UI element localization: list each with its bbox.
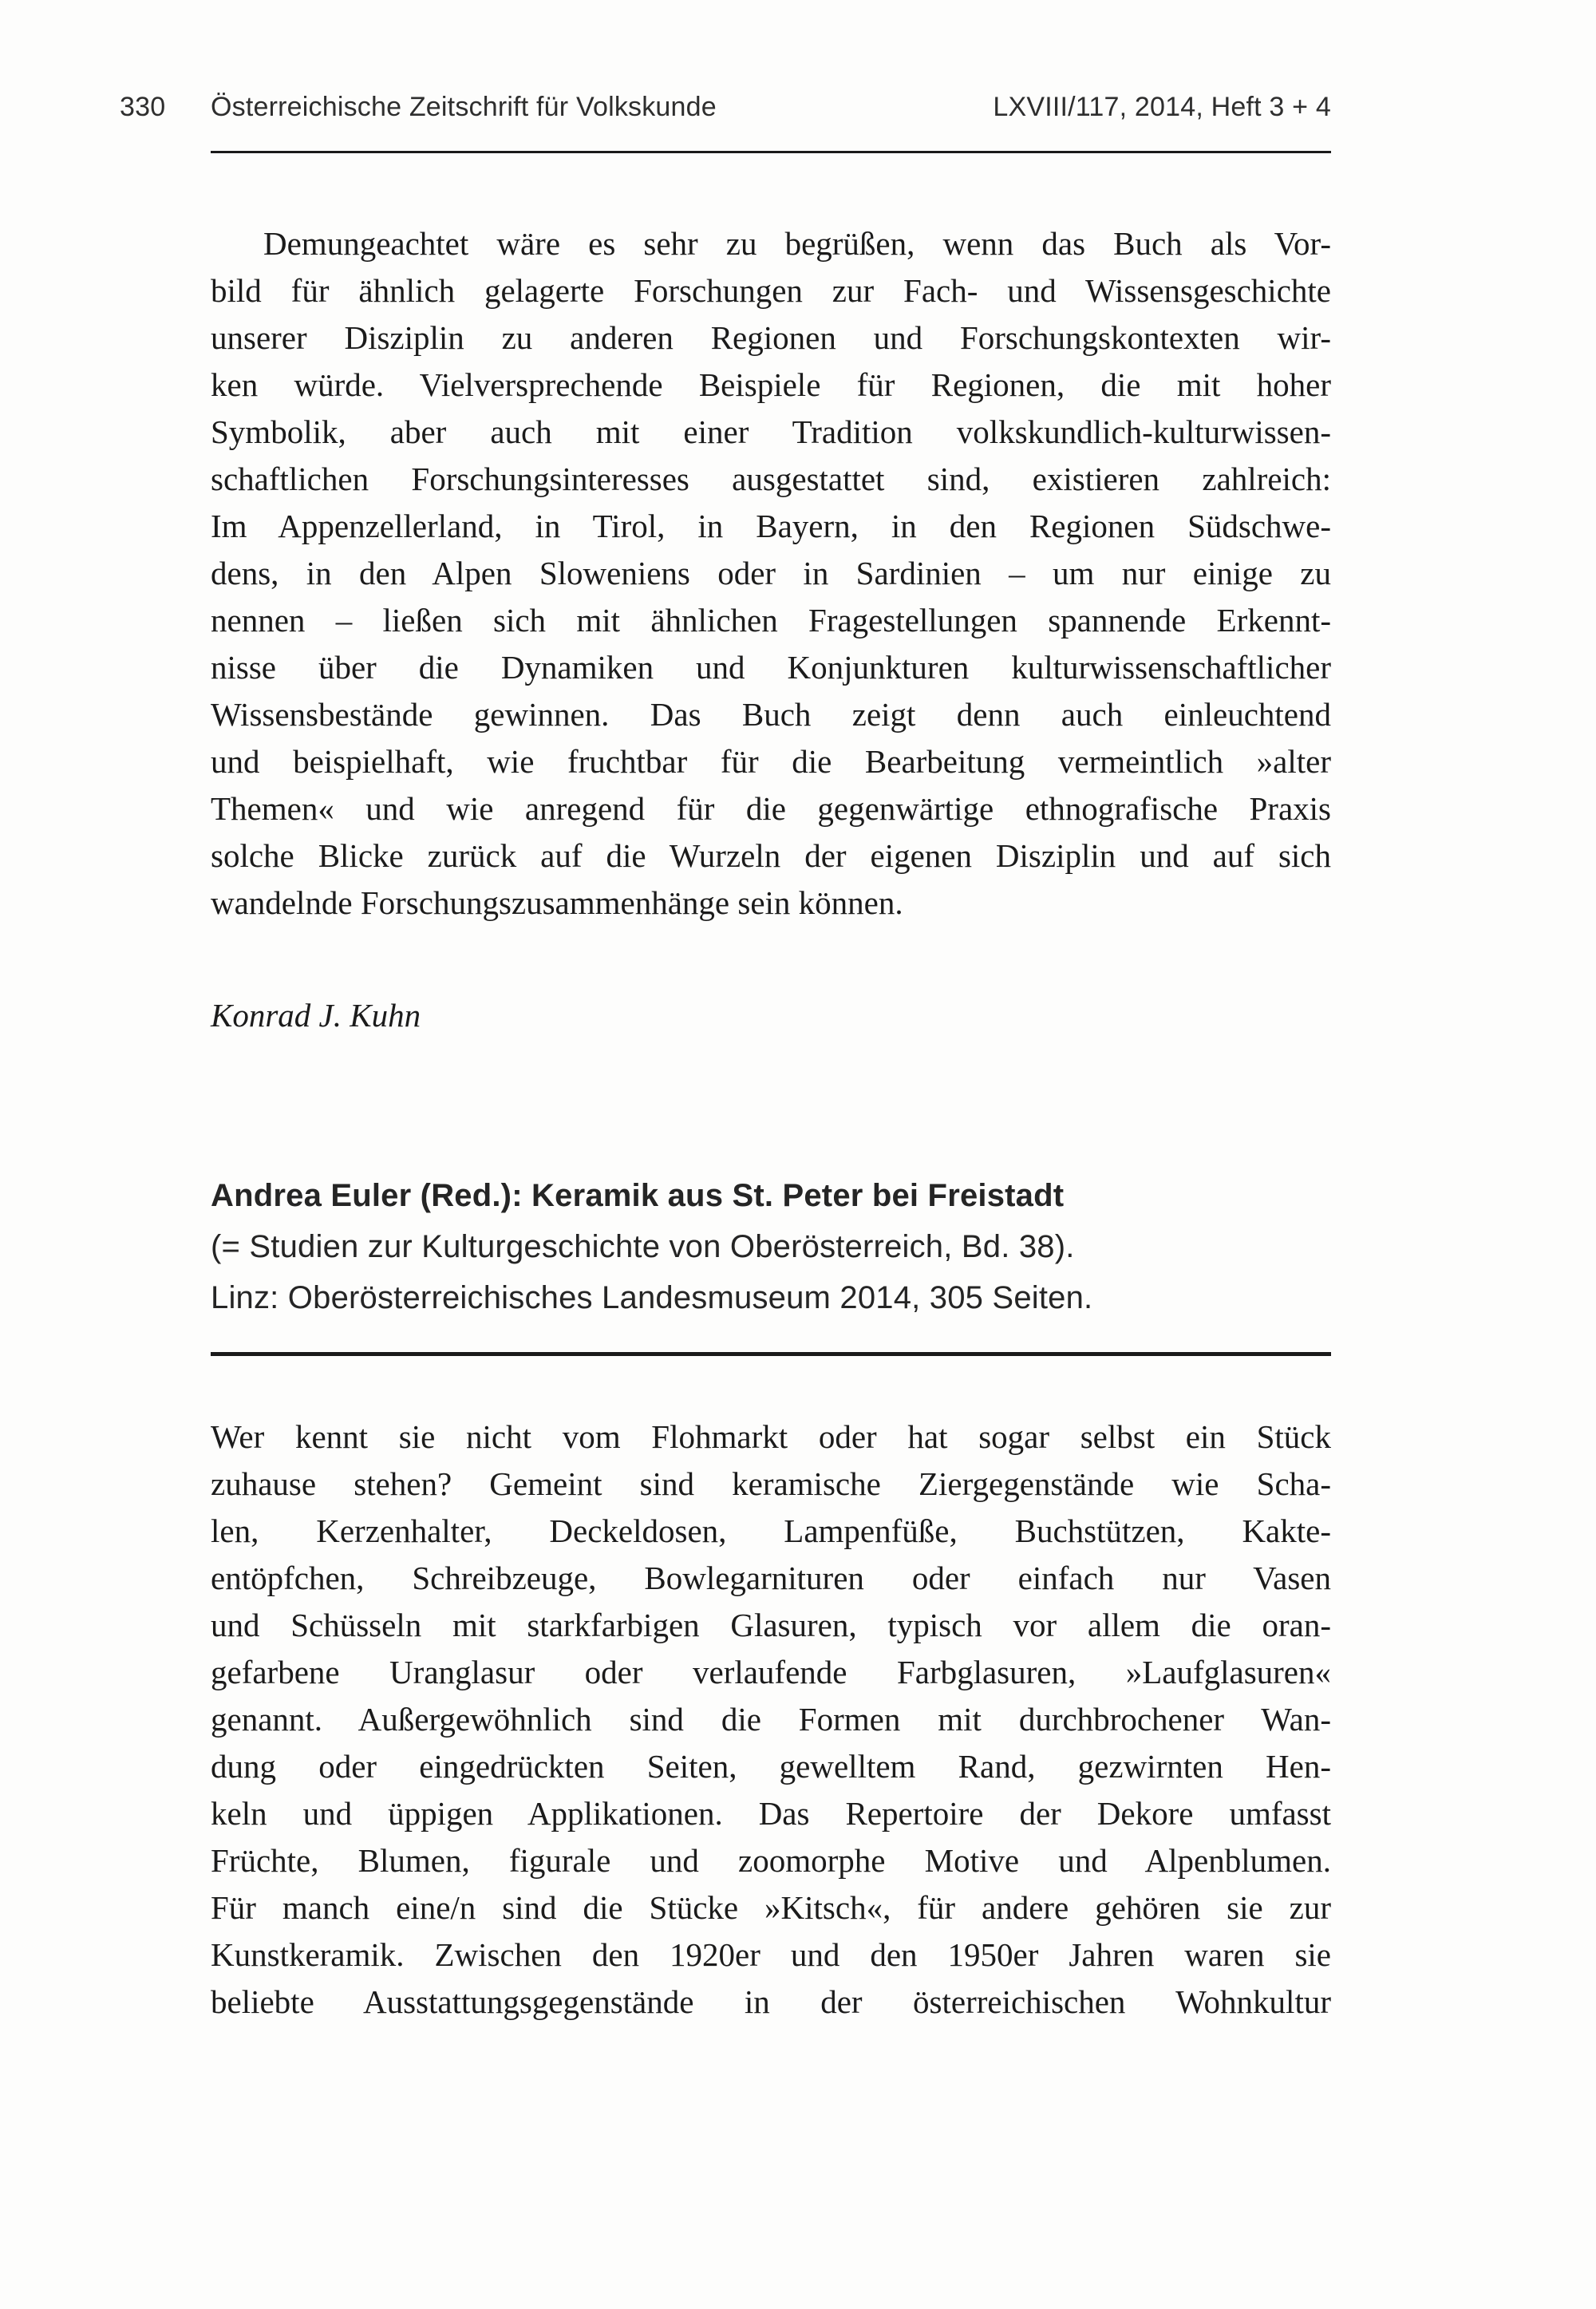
text-line: Themen« und wie anregend für die gegenwärtige ethnografische Praxis [211,790,1331,827]
text-line: entöpfchen, Schreibzeuge, Bowlegarnituren oder einfach nur Vasen [211,1560,1331,1596]
review-opening-paragraph [211,1413,1331,2026]
text-line: nisse über die Dynamiken und Konjunkturen kulturwissenschaftlicher [211,649,1331,686]
text-line: zuhause stehen? Gemeint sind keramische Ziergegenstände wie Scha- [211,1465,1331,1502]
text-line: unserer Disziplin zu anderen Regionen und Forschungskontexten wir- [211,319,1331,356]
journal-title: Österreichische Zeitschrift für Volkskunde [211,92,717,122]
header-rule [211,151,1331,153]
text-line: schaftlichen Forschungsinteresses ausgestattet sind, existieren zahlreich: [211,461,1331,497]
page-number: 330 [120,92,166,122]
review-closing-paragraph [211,220,1331,927]
text-line: solche Blicke zurück auf die Wurzeln der eigenen Disziplin und auf sich [211,837,1331,874]
text-line: Früchte, Blumen, figurale und zoomorphe Motive und Alpenblumen. [211,1842,1331,1879]
text-line: und beispielhaft, wie fruchtbar für die Bearbeitung vermeintlich »alter [211,743,1331,780]
text-line: und Schüsseln mit starkfarbigen Glasuren, typisch vor allem die oran- [211,1607,1331,1643]
text-line: bild für ähnlich gelagerte Forschungen zur Fach- und Wissensgeschichte [211,272,1331,309]
text-line: dens, in den Alpen Sloweniens oder in Sardinien – um nur einige zu [211,555,1331,591]
text-line: len, Kerzenhalter, Deckeldosen, Lampenfüße, Buchstützen, Kakte- [211,1512,1331,1549]
text-line: wandelnde Forschungszusammenhänge sein können. [211,884,903,921]
text-line: nennen – ließen sich mit ähnlichen Fragestellungen spannende Erkennt- [211,602,1331,639]
text-line: keln und üppigen Applikationen. Das Repertoire der Dekore umfasst [211,1795,1331,1832]
text-line: Für manch eine/n sind die Stücke »Kitsch«, für andere gehören sie zur [211,1889,1331,1926]
text-line: dung oder eingedrückten Seiten, gewelltem Rand, gezwirnten Hen- [211,1748,1331,1785]
text-line: beliebte Ausstattungsgegenstände in der österreichischen Wohnkultur [211,1983,1331,2020]
text-line: genannt. Außergewöhnlich sind die Formen mit durchbrochener Wan- [211,1701,1331,1738]
text-line: Wissensbestände gewinnen. Das Buch zeigt denn auch einleuchtend [211,696,1331,733]
book-heading [211,1170,1331,1323]
text-line: Kunstkeramik. Zwischen den 1920er und den 1950er Jahren waren sie [211,1936,1331,1973]
issue-info: LXVIII/117, 2014, Heft 3 + 4 [993,92,1331,122]
section-rule [211,1352,1331,1356]
book-title: Andrea Euler (Red.): Keramik aus St. Peter bei Freistadt [211,1178,1065,1213]
text-line: Demungeachtet wäre es sehr zu begrüßen, wenn das Buch als Vor- [263,225,1331,262]
book-series: (= Studien zur Kulturgeschichte von Oberösterreich, Bd. 38). [211,1229,1075,1264]
reviewer-name: Konrad J. Kuhn [211,997,421,1034]
text-line: Symbolik, aber auch mit einer Tradition volkskundlich-kulturwissen- [211,413,1331,450]
text-line: gefarbene Uranglasur oder verlaufende Farbglasuren, »Laufglasuren« [211,1654,1331,1690]
text-line: ken würde. Vielversprechende Beispiele für Regionen, die mit hoher [211,366,1331,403]
text-line: Im Appenzellerland, in Tirol, in Bayern, in den Regionen Südschwe- [211,508,1331,544]
text-line: Wer kennt sie nicht vom Flohmarkt oder hat sogar selbst ein Stück [211,1418,1331,1455]
book-publisher: Linz: Oberösterreichisches Landesmuseum 2014, 305 Seiten. [211,1280,1093,1315]
running-head [120,0,1331,125]
